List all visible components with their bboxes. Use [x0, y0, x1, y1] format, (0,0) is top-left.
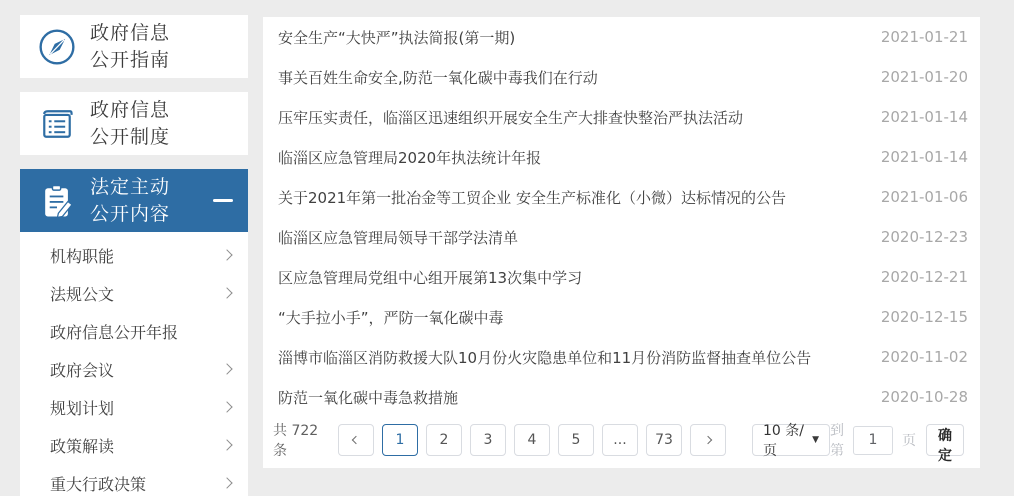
- goto-suffix-label: 页: [902, 433, 916, 449]
- book-list-icon: [37, 104, 77, 144]
- sidebar: [20, 15, 248, 496]
- sidebar-item-guide[interactable]: [20, 15, 248, 78]
- chevron-right-icon: [221, 477, 232, 488]
- sidebar-item-label-line1: 政府信息: [90, 98, 171, 121]
- article-title-link[interactable]: 淄博市临淄区消防救援大队10月份火灾隐患单位和11月份消防监督抽查单位公告: [278, 348, 812, 367]
- chevron-right-icon: [704, 436, 712, 444]
- article-date: 2020-12-15: [880, 308, 968, 326]
- list-item: [263, 297, 980, 337]
- goto-prefix-label: 到第: [830, 423, 844, 459]
- article-list-panel: [263, 17, 980, 468]
- article-date: 2020-12-21: [880, 268, 968, 286]
- article-title-link[interactable]: 临淄区应急管理局2020年执法统计年报: [278, 148, 542, 167]
- sidebar-subitem-annual-report[interactable]: [20, 312, 248, 350]
- article-date: 2021-01-14: [880, 108, 968, 126]
- submenu-label: 政府会议: [50, 360, 115, 380]
- list-item: [263, 97, 980, 137]
- list-item: [263, 377, 980, 417]
- submenu-label: 政府信息公开年报: [50, 322, 179, 342]
- sidebar-subitem-gov-meetings[interactable]: [20, 350, 248, 388]
- sidebar-subitem-regulations[interactable]: [20, 274, 248, 312]
- article-title-link[interactable]: 压牢压实责任，临淄区迅速组织开展安全生产大排查快整治严执法活动: [278, 108, 744, 127]
- list-item: [263, 57, 980, 97]
- article-title-link[interactable]: 安全生产“大快严”执法简报(第一期): [278, 28, 516, 47]
- article-list: [263, 17, 980, 417]
- article-title-link[interactable]: 防范一氧化碳中毒急救措施: [278, 388, 459, 407]
- page-button-73[interactable]: 73: [646, 424, 682, 456]
- article-date: 2020-12-23: [880, 228, 968, 246]
- sidebar-subitem-functions[interactable]: [20, 236, 248, 274]
- goto-page-group: [830, 420, 964, 464]
- article-title-link[interactable]: 区应急管理局党组中心组开展第13次集中学习: [278, 268, 583, 287]
- chevron-right-icon: [221, 363, 232, 374]
- sidebar-item-label-line1: 政府信息: [90, 21, 171, 44]
- submenu-label: 重大行政决策: [50, 474, 147, 494]
- sidebar-item-label-line2: 公开制度: [90, 125, 171, 148]
- article-date: 2020-11-02: [880, 348, 968, 366]
- sidebar-item-rules[interactable]: [20, 92, 248, 155]
- sidebar-submenu: [20, 232, 248, 496]
- article-date: 2021-01-20: [880, 68, 968, 86]
- sidebar-subitem-planning[interactable]: [20, 388, 248, 426]
- submenu-label: 法规公文: [50, 284, 115, 304]
- submenu-label: 规划计划: [50, 398, 115, 418]
- article-date: 2020-10-28: [880, 388, 968, 406]
- list-item: [263, 217, 980, 257]
- page-button-1[interactable]: 1: [382, 424, 418, 456]
- sidebar-item-label-line1: 法定主动: [90, 175, 171, 198]
- chevron-right-icon: [221, 287, 232, 298]
- page-size-select[interactable]: [752, 423, 830, 459]
- clipboard-pencil-icon: [37, 181, 77, 221]
- submenu-label: 政策解读: [50, 436, 115, 456]
- page-size-value: 10 条/页: [762, 423, 804, 459]
- list-item: [263, 257, 980, 297]
- pagination: [263, 417, 980, 463]
- sidebar-subitem-major-decisions[interactable]: [20, 464, 248, 496]
- submenu-label: 机构职能: [50, 246, 115, 266]
- article-title-link[interactable]: 临淄区应急管理局领导干部学法清单: [278, 228, 519, 247]
- article-date: 2021-01-06: [880, 188, 968, 206]
- caret-down-icon: ▼: [812, 435, 819, 445]
- chevron-right-icon: [221, 401, 232, 412]
- list-item: [263, 337, 980, 377]
- collapse-minus-icon[interactable]: [213, 199, 233, 202]
- list-item: [263, 177, 980, 217]
- article-date: 2021-01-14: [880, 148, 968, 166]
- list-item: [263, 137, 980, 177]
- compass-icon: [37, 27, 77, 67]
- chevron-left-icon: [352, 436, 360, 444]
- article-title-link[interactable]: “大手拉小手”，严防一氧化碳中毒: [278, 308, 504, 327]
- page-button-2[interactable]: 2: [426, 424, 462, 456]
- sidebar-item-statutory-disclosure[interactable]: [20, 169, 248, 232]
- article-date: 2021-01-21: [880, 28, 968, 46]
- article-title-link[interactable]: 关于2021年第一批冶金等工贸企业 安全生产标准化（小微）达标情况的公告: [278, 188, 786, 207]
- page-button-5[interactable]: 5: [558, 424, 594, 456]
- confirm-button[interactable]: 确定: [926, 424, 964, 456]
- chevron-right-icon: [221, 439, 232, 450]
- total-count: 共 722 条: [273, 423, 319, 459]
- article-title-link[interactable]: 事关百姓生命安全,防范一氧化碳中毒我们在行动: [278, 68, 598, 87]
- sidebar-item-label-line2: 公开指南: [90, 48, 171, 71]
- page-button-3[interactable]: 3: [470, 424, 506, 456]
- prev-page-button[interactable]: [338, 424, 374, 456]
- page-ellipsis-button[interactable]: ...: [602, 424, 638, 456]
- chevron-right-icon: [221, 249, 232, 260]
- sidebar-item-label-line2: 公开内容: [90, 202, 171, 225]
- goto-page-input[interactable]: [853, 426, 893, 455]
- sidebar-subitem-policy-interpretation[interactable]: [20, 426, 248, 464]
- next-page-button[interactable]: [690, 424, 726, 456]
- page-button-4[interactable]: 4: [514, 424, 550, 456]
- list-item: [263, 17, 980, 57]
